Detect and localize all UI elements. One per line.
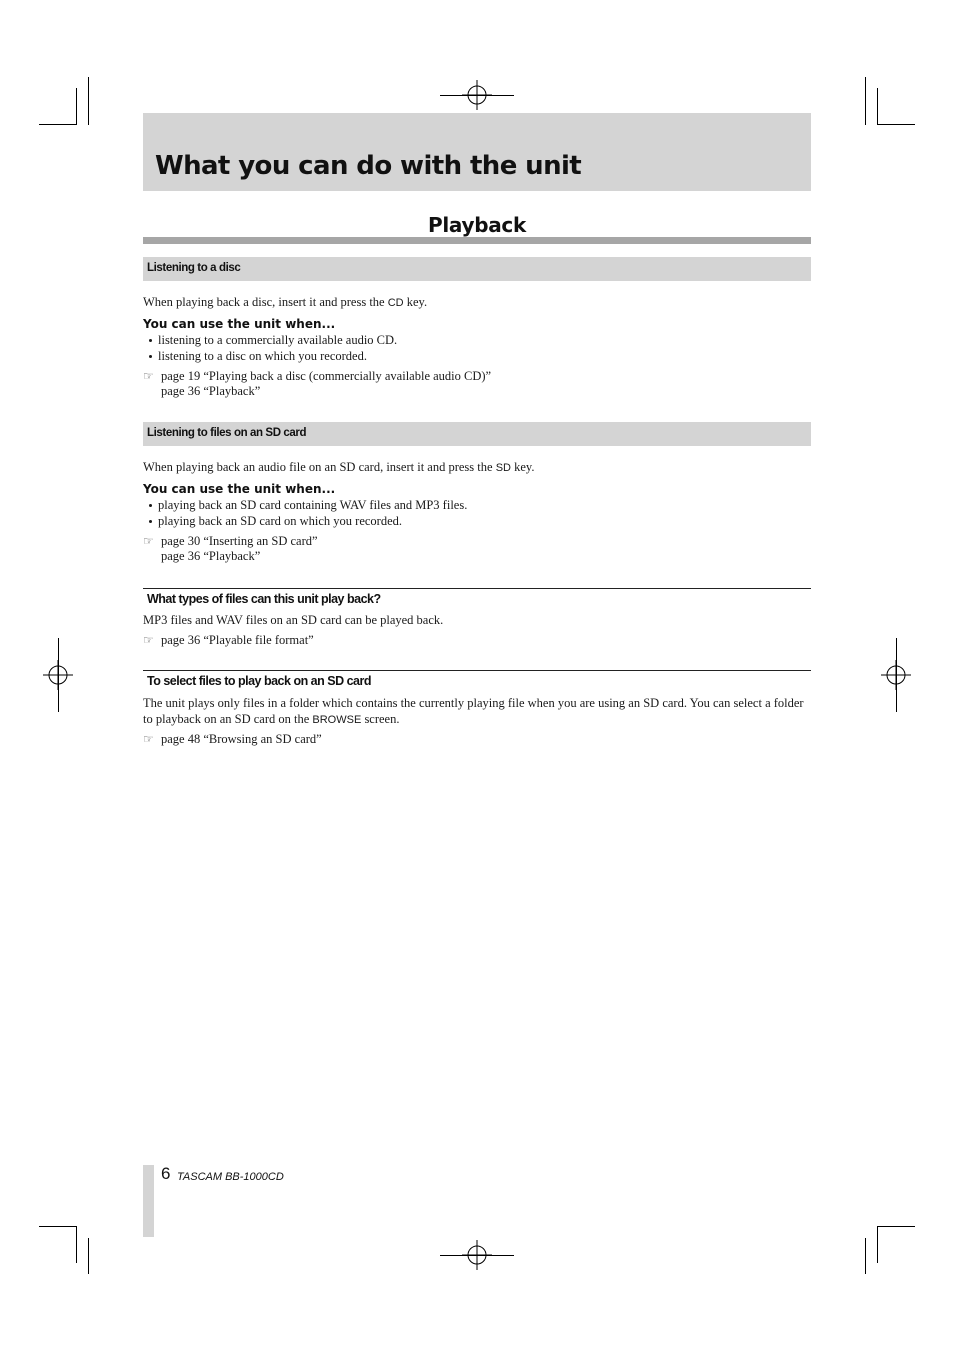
pointing-hand-icon: ☞ — [143, 534, 154, 548]
types-rule — [143, 588, 811, 589]
select-text-end: screen. — [361, 712, 400, 726]
disc-intro — [143, 294, 811, 311]
section-rule — [143, 237, 811, 244]
footer-label: TASCAM BB-1000CD — [177, 1171, 284, 1183]
disc-references — [143, 369, 491, 399]
pointing-hand-icon: ☞ — [143, 369, 154, 383]
section-title: Playback — [427, 213, 526, 237]
select-heading: To select files to play back on an SD card — [147, 674, 371, 688]
cd-key-label: CD — [387, 297, 404, 309]
sd-intro-text: When playing back an audio file on an SD card, insert it and press the — [143, 460, 496, 474]
list-item: playing back an SD card containing WAV files and MP3 files. — [143, 497, 467, 513]
types-heading: What types of files can this unit play back? — [147, 592, 381, 606]
sd-heading-band — [143, 422, 811, 446]
select-text-body: The unit plays only files in a folder which contains the currently playing file when you are using an SD card. You can select a folder to playback on an SD card on the — [143, 696, 804, 726]
sd-key-label: SD — [495, 462, 511, 474]
page-reference: page 36 “Playback” — [161, 384, 261, 398]
footer-bar — [143, 1165, 154, 1237]
page-reference: page 48 “Browsing an SD card” — [161, 732, 322, 746]
list-item: playing back an SD card on which you recorded. — [143, 513, 467, 529]
disc-heading: Listening to a disc — [147, 262, 241, 274]
types-text: MP3 files and WAV files on an SD card can be played back. — [143, 613, 444, 627]
chapter-title: What you can do with the unit — [155, 151, 582, 181]
sd-heading: Listening to files on an SD card — [147, 427, 307, 439]
page-reference: page 19 “Playing back a disc (commercially available audio CD)” — [161, 369, 492, 383]
browse-screen-label: BROWSE — [312, 714, 362, 726]
pointing-hand-icon: ☞ — [143, 633, 154, 647]
registration-line — [896, 638, 897, 712]
page-reference: page 36 “Playable file format” — [161, 633, 314, 647]
disc-bullet-list — [143, 332, 397, 364]
page-number: 6 — [161, 1164, 171, 1183]
chapter-header — [143, 113, 811, 191]
sd-intro-text-end: key. — [510, 460, 535, 474]
list-item: listening to a disc on which you recorded. — [143, 348, 397, 364]
disc-intro-text: When playing back a disc, insert it and press the — [143, 295, 388, 309]
registration-line — [440, 1255, 514, 1256]
pointing-hand-icon: ☞ — [143, 732, 154, 746]
disc-heading-band — [143, 257, 811, 281]
disc-intro-text-end: key. — [403, 295, 428, 309]
select-text — [143, 695, 811, 728]
page-reference: page 36 “Playback” — [161, 549, 261, 563]
disc-use-heading: You can use the unit when... — [143, 317, 336, 331]
list-item: listening to a commercially available audio CD. — [143, 332, 397, 348]
select-references — [143, 732, 322, 747]
types-references — [143, 633, 314, 648]
page-reference: page 30 “Inserting an SD card” — [161, 534, 318, 548]
sd-intro — [143, 459, 811, 476]
sd-bullet-list — [143, 497, 467, 529]
registration-line — [440, 95, 514, 96]
sd-use-heading: You can use the unit when... — [143, 482, 336, 496]
sd-references — [143, 534, 318, 564]
registration-line — [58, 638, 59, 712]
select-rule — [143, 670, 811, 671]
